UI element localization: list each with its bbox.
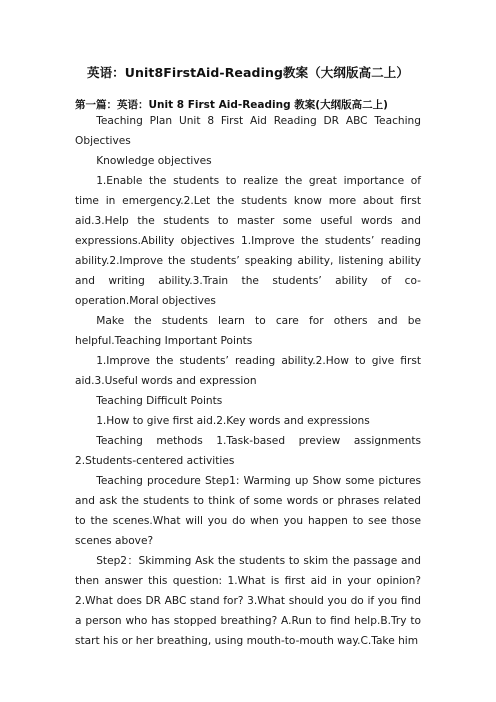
paragraph: Make the students learn to care for others and be helpful.Teaching Important Points (75, 315, 421, 347)
document-body (75, 111, 421, 651)
paragraph: Step2：Skimming Ask the students to skim the passage and then answer this question: 1.What is first aid in your opinion? 2.What does DR ABC stand for? 3.What should you do if you find a person who has stopped breathing? A.Run to find help.B.Try to start his or her breathing, using mouth-to-mouth way.C.Take him (75, 555, 421, 647)
paragraph: Teaching methods 1.Task-based preview assignments 2.Students-centered activities (75, 435, 421, 467)
section-heading: 第一篇：英语：Unit 8 First Aid-Reading 教案(大纲版高二上) (75, 99, 388, 111)
paragraph: 1.How to give first aid.2.Key words and expressions (96, 415, 370, 427)
paragraph: Knowledge objectives (96, 155, 212, 167)
document-title: 英语：Unit8FirstAid-Reading教案（大纲版高二上） (86, 65, 410, 80)
paragraph: 1.Improve the students’ reading ability.2.How to give first aid.3.Useful words and expression (75, 355, 421, 387)
paragraph: Teaching procedure Step1: Warming up Show some pictures and ask the students to think of some words or phrases related to the scenes.What will you do when you happen to see those scenes above? (75, 475, 421, 547)
paragraph: Teaching Difficult Points (96, 395, 223, 407)
paragraph: Teaching Plan Unit 8 First Aid Reading DR ABC Teaching Objectives (75, 115, 421, 147)
paragraph: 1.Enable the students to realize the great importance of time in emergency.2.Let the students know more about first aid.3.Help the students to master some useful words and expressions.Ability objectives 1.Improve the students’ reading ability.2.Improve the students’ speaking ability, listening ability and writing ability.3.Train the students’ ability of co-operation.Moral objectives (75, 175, 421, 307)
